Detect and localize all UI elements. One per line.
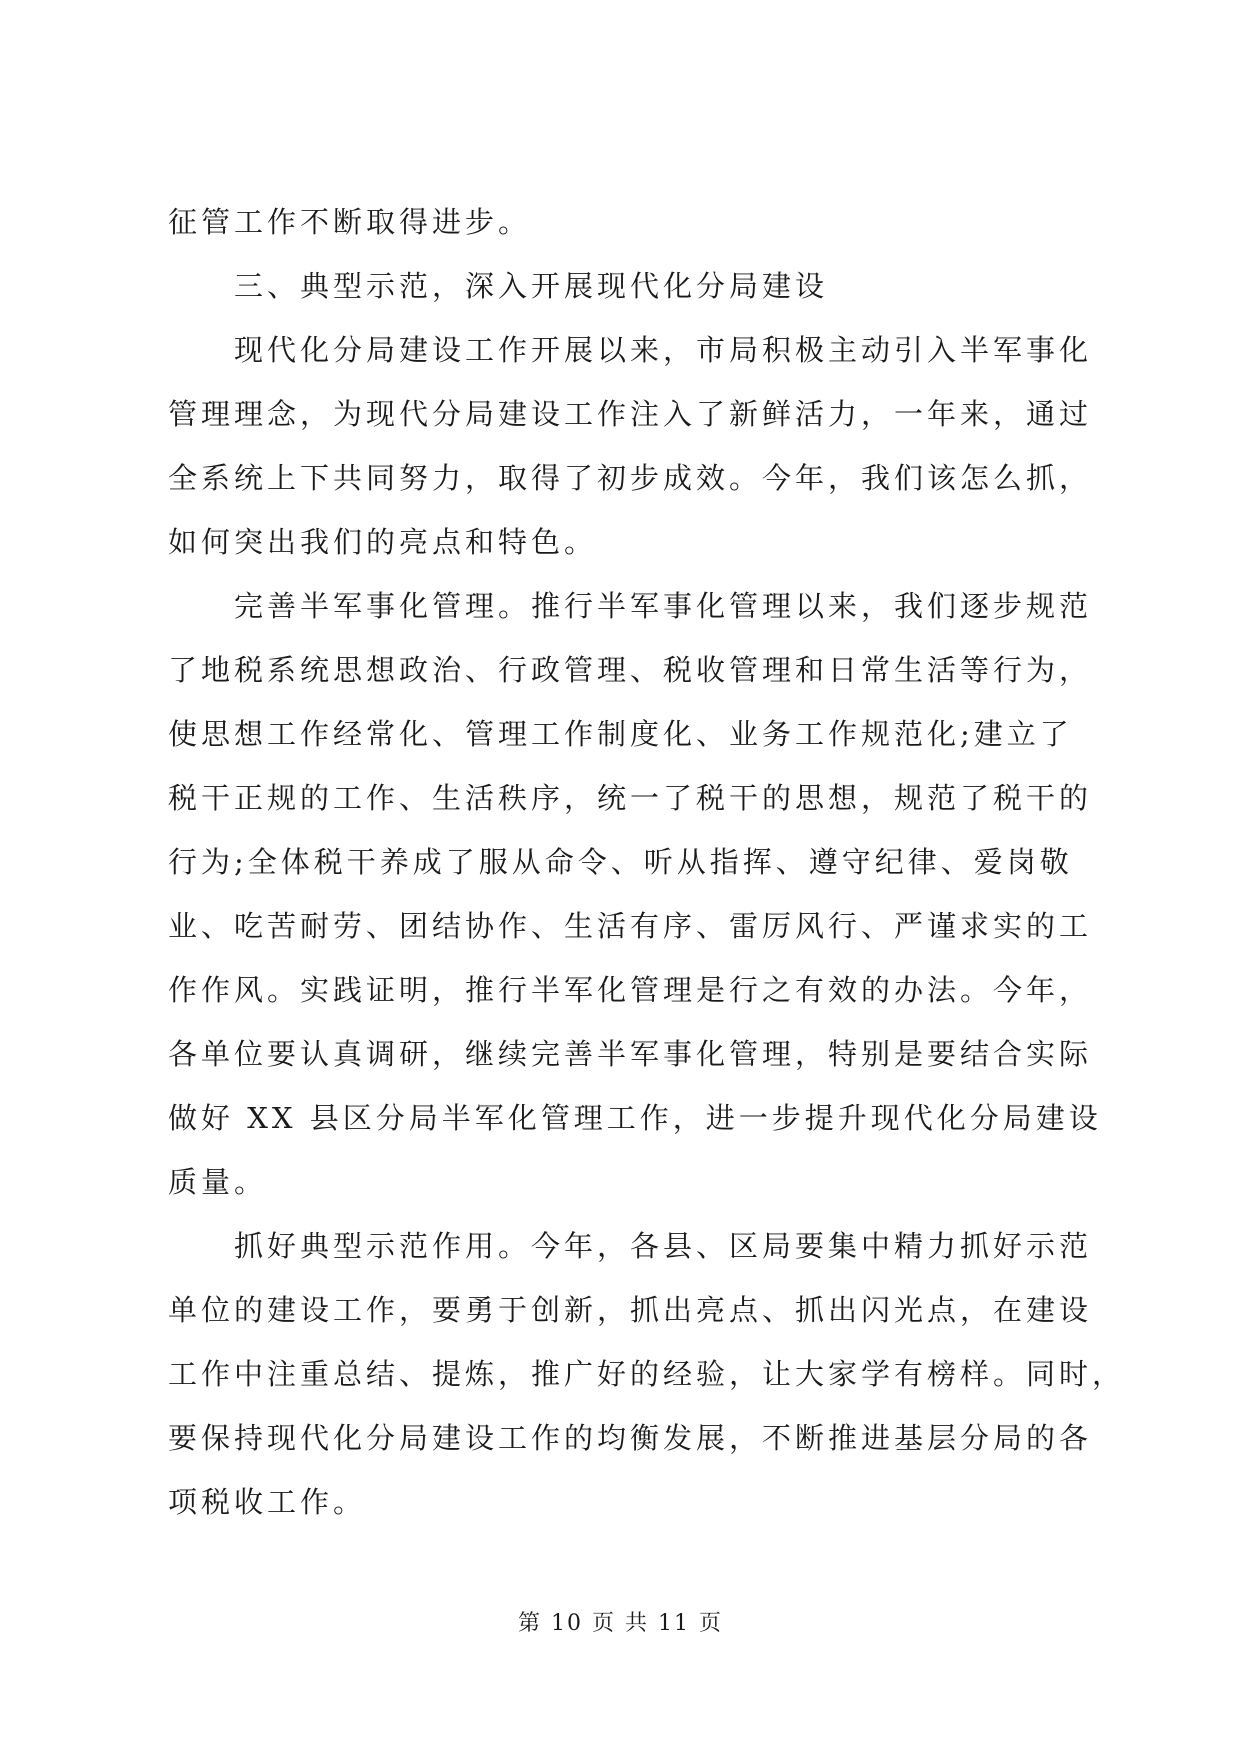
- text-line: 质量。: [168, 1165, 268, 1199]
- text-line: 税干正规的工作、生活秩序，统一了税干的思想，规范了税干的: [168, 781, 1093, 815]
- text-line: 抓好典型示范作用。今年，各县、区局要集中精力抓好示范: [168, 1229, 1093, 1263]
- text-line: 做好 XX 县区分局半军化管理工作，进一步提升现代化分局建设: [168, 1101, 1102, 1135]
- text-line: 要保持现代化分局建设工作的均衡发展，不断推进基层分局的各: [168, 1421, 1093, 1455]
- document-body: [168, 190, 1126, 1534]
- text-line: 工作中注重总结、提炼，推广好的经验，让大家学有榜样。同时，: [168, 1357, 1126, 1391]
- text-line: 现代化分局建设工作开展以来，市局积极主动引入半军事化: [168, 333, 1093, 367]
- text-line: 了地税系统思想政治、行政管理、税收管理和日常生活等行为，: [168, 653, 1093, 687]
- text-line: 业、吃苦耐劳、团结协作、生活有序、雷厉风行、严谨求实的工: [168, 909, 1093, 943]
- text-line: 完善半军事化管理。推行半军事化管理以来，我们逐步规范: [168, 589, 1093, 623]
- text-line: 全系统上下共同努力，取得了初步成效。今年，我们该怎么抓，: [168, 461, 1093, 495]
- text-line: 管理理念，为现代分局建设工作注入了新鲜活力，一年来，通过: [168, 397, 1093, 431]
- text-line: 征管工作不断取得进步。: [168, 205, 532, 239]
- text-line: 使思想工作经常化、管理工作制度化、业务工作规范化;建立了: [168, 717, 1073, 751]
- text-line: 各单位要认真调研，继续完善半军事化管理，特别是要结合实际: [168, 1037, 1093, 1071]
- text-line: 项税收工作。: [168, 1485, 367, 1519]
- text-line: 作作风。实践证明，推行半军化管理是行之有效的办法。今年，: [168, 973, 1093, 1007]
- text-line: 单位的建设工作，要勇于创新，抓出亮点、抓出闪光点，在建设: [168, 1293, 1093, 1327]
- section-heading: 三、典型示范，深入开展现代化分局建设: [168, 269, 829, 303]
- text-line: 行为;全体税干养成了服从命令、听从指挥、遵守纪律、爱岗敬: [168, 845, 1073, 879]
- page-number-footer: 第 10 页 共 11 页: [518, 1611, 723, 1636]
- text-line: 如何突出我们的亮点和特色。: [168, 525, 598, 559]
